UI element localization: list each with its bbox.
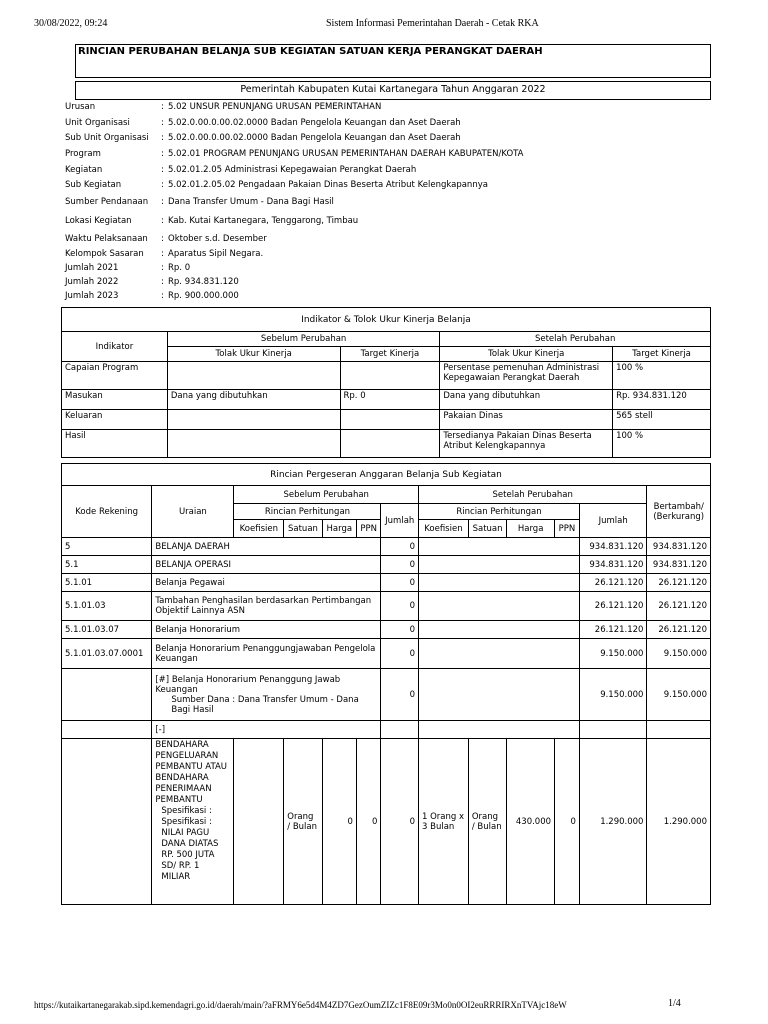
info-value: Aparatus Sipil Negara. [168, 249, 264, 259]
info-label: Jumlah 2022 [65, 277, 119, 287]
info-value: 5.02.01.2.05.02 Pengadaan Pakaian Dinas Beserta Atribut Kelengkapannya [168, 180, 488, 190]
selisih-cell: 26.121.120 [647, 574, 711, 592]
subgroup-row [62, 721, 711, 739]
before-satuan: Orang / Bulan [284, 739, 322, 905]
selisih-cell: 26.121.120 [647, 592, 711, 621]
info-value: 5.02.01.2.05 Administrasi Kepegawaian Perangkat Daerah [168, 165, 417, 175]
indikator-table [61, 307, 711, 458]
sebelum-header: Sebelum Perubahan [167, 332, 440, 347]
page-number: 1/4 [668, 998, 681, 1009]
indikator-name: Capaian Program [62, 362, 168, 390]
uraian-cell: BELANJA DAERAH [152, 538, 381, 556]
before-tolak: Dana yang dibutuhkan [167, 390, 340, 410]
after-target: 565 stell [613, 410, 711, 430]
table-row [62, 592, 711, 621]
group-sumber-dana: Sumber Dana : Dana Transfer Umum - Dana Bagi Hasil [171, 694, 359, 715]
after-target: 100 % [613, 430, 711, 458]
jumlah-after-cell: 9.150.000 [579, 669, 647, 721]
after-satuan: Orang / Bulan [468, 739, 506, 905]
info-value: 5.02.01 PROGRAM PENUNJANG URUSAN PEMERINTAHAN DAERAH KABUPATEN/KOTA [168, 149, 524, 159]
jumlah-after-cell: 9.150.000 [579, 639, 647, 669]
indikator-heading: Indikator & Tolok Ukur Kinerja Belanja [62, 308, 711, 332]
jumlah-after-cell: 26.121.120 [579, 592, 647, 621]
item-name: BENDAHARA PENGELUARAN PEMBANTU ATAU BENDAHARA PENERIMAAN PEMBANTU [155, 740, 228, 805]
jumlah-before-cell: 0 [381, 739, 419, 905]
item-uraian [152, 739, 234, 905]
koefisien-header: Koefisien [234, 520, 284, 538]
setelah-header: Setelah Perubahan [440, 332, 711, 347]
jumlah-after-cell: 934.831.120 [579, 538, 647, 556]
selisih-cell: 934.831.120 [647, 538, 711, 556]
jumlah-after-cell: 26.121.120 [579, 574, 647, 592]
harga-header: Harga [507, 520, 555, 538]
before-tolak [167, 410, 340, 430]
info-value: 5.02 UNSUR PENUNJANG URUSAN PEMERINTAHAN [168, 102, 382, 112]
info-value: 5.02.0.00.0.00.02.0000 Badan Pengelola Keuangan dan Aset Daerah [168, 118, 461, 128]
indikator-row [62, 390, 711, 410]
after-koefisien: 1 Orang x 3 Bulan [419, 739, 469, 905]
table-row [62, 639, 711, 669]
kode-cell: 5.1.01 [62, 574, 152, 592]
info-value: Kab. Kutai Kartanegara, Tenggarong, Timbau [168, 216, 359, 226]
after-tolak: Tersedianya Pakaian Dinas Beserta Atribut Kelengkapannya [440, 430, 613, 458]
item-row [62, 739, 711, 905]
after-target: Rp. 934.831.120 [613, 390, 711, 410]
tolak-header: Tolak Ukur Kinerja [440, 347, 613, 362]
document-title: RINCIAN PERUBAHAN BELANJA SUB KEGIATAN SATUAN KERJA PERANGKAT DAERAH [78, 46, 543, 57]
item-spesifikasi: Spesifikasi : Spesifikasi : NILAI PAGU DANA DIATAS RP. 500 JUTA SD/ RP. 1 MILIAR [161, 806, 219, 882]
kode-cell: 5.1.01.03.07 [62, 621, 152, 639]
jumlah-after-cell: 934.831.120 [579, 556, 647, 574]
group-title: [#] Belanja Honorarium Penanggung Jawab Keuangan [155, 674, 341, 695]
info-label: Sub Unit Organisasi [65, 133, 149, 143]
footer-url: https://kutaikartanegarakab.sipd.kemendagri.go.id/daerah/main/?aFRMY6e5d4M4ZD7GezOumZIZc1F8E09r3Mo0n0OI2euRRRIRXnTVAjc18eW [34, 1000, 567, 1010]
info-label: Urusan [65, 102, 96, 112]
before-tolak [167, 430, 340, 458]
after-tolak: Dana yang dibutuhkan [440, 390, 613, 410]
jumlah-before-cell: 0 [381, 574, 419, 592]
rincian-heading: Rincian Pergeseran Anggaran Belanja Sub Kegiatan [62, 464, 711, 486]
document-subtitle: Pemerintah Kabupaten Kutai Kartanegara Tahun Anggaran 2022 [75, 81, 711, 100]
jumlah-before-cell: 0 [381, 592, 419, 621]
uraian-cell: BELANJA OPERASI [152, 556, 381, 574]
info-label: Sumber Pendanaan [65, 197, 149, 207]
after-ppn: 0 [555, 739, 580, 905]
target-header: Target Kinerja [340, 347, 440, 362]
kode-header: Kode Rekening [62, 486, 152, 538]
jumlah-before-cell: 0 [381, 556, 419, 574]
kode-cell: 5.1.01.03 [62, 592, 152, 621]
rincian-perhitungan-header: Rincian Perhitungan [419, 504, 580, 520]
rincian-table [61, 463, 711, 905]
satuan-header: Satuan [284, 520, 322, 538]
after-tolak: Persentase pemenuhan Administrasi Kepegawaian Perangkat Daerah [440, 362, 613, 390]
indikator-row [62, 362, 711, 390]
after-harga: 430.000 [507, 739, 555, 905]
info-label: Unit Organisasi [65, 118, 130, 128]
jumlah-header: Jumlah [381, 504, 419, 538]
jumlah-header: Jumlah [579, 504, 647, 538]
indikator-name: Hasil [62, 430, 168, 458]
info-label: Jumlah 2023 [65, 291, 119, 301]
bertambah-header: Bertambah/ (Berkurang) [647, 486, 711, 538]
selisih-cell: 934.831.120 [647, 556, 711, 574]
jumlah-before-cell: 0 [381, 639, 419, 669]
subgroup-marker: [-] [152, 721, 381, 739]
uraian-cell: Belanja Pegawai [152, 574, 381, 592]
jumlah-after-cell: 26.121.120 [579, 621, 647, 639]
before-target [340, 430, 440, 458]
uraian-cell: Tambahan Penghasilan berdasarkan Pertimbangan Objektif Lainnya ASN [152, 592, 381, 621]
sebelum-header: Sebelum Perubahan [234, 486, 419, 504]
selisih-cell: 26.121.120 [647, 621, 711, 639]
info-label: Sub Kegiatan [65, 180, 122, 190]
rincian-perhitungan-header: Rincian Perhitungan [234, 504, 381, 520]
document-title-box [75, 44, 711, 78]
selisih-cell: 9.150.000 [647, 639, 711, 669]
print-date: 30/08/2022, 09:24 [34, 18, 108, 29]
indikator-row [62, 410, 711, 430]
jumlah-before-cell: 0 [381, 538, 419, 556]
before-target: Rp. 0 [340, 390, 440, 410]
jumlah-after-cell: 1.290.000 [579, 739, 647, 905]
uraian-cell: Belanja Honorarium [152, 621, 381, 639]
info-label: Lokasi Kegiatan [65, 216, 132, 226]
table-row [62, 538, 711, 556]
after-tolak: Pakaian Dinas [440, 410, 613, 430]
target-header: Target Kinerja [613, 347, 711, 362]
uraian-cell: Belanja Honorarium Penanggungjawaban Pengelola Keuangan [152, 639, 381, 669]
info-value: 5.02.0.00.0.00.02.0000 Badan Pengelola Keuangan dan Aset Daerah [168, 133, 461, 143]
setelah-header: Setelah Perubahan [419, 486, 647, 504]
group-row [62, 669, 711, 721]
selisih-cell: 1.290.000 [647, 739, 711, 905]
info-value: Rp. 934.831.120 [168, 277, 239, 287]
indikator-name: Masukan [62, 390, 168, 410]
harga-header: Harga [322, 520, 356, 538]
info-label: Waktu Pelaksanaan [65, 234, 148, 244]
info-label: Kelompok Sasaran [65, 249, 144, 259]
tolak-header: Tolak Ukur Kinerja [167, 347, 340, 362]
info-label: Program [65, 149, 101, 159]
kode-cell: 5 [62, 538, 152, 556]
ppn-header: PPN [555, 520, 580, 538]
table-row [62, 574, 711, 592]
jumlah-before-cell: 0 [381, 669, 419, 721]
after-target: 100 % [613, 362, 711, 390]
info-value: Rp. 0 [168, 263, 191, 273]
table-row [62, 556, 711, 574]
uraian-header: Uraian [152, 486, 234, 538]
ppn-header: PPN [356, 520, 381, 538]
satuan-header: Satuan [468, 520, 506, 538]
before-tolak [167, 362, 340, 390]
before-harga: 0 [322, 739, 356, 905]
kode-cell: 5.1 [62, 556, 152, 574]
indikator-col-header: Indikator [62, 332, 168, 362]
info-label: Jumlah 2021 [65, 263, 119, 273]
before-target [340, 362, 440, 390]
selisih-cell: 9.150.000 [647, 669, 711, 721]
before-target [340, 410, 440, 430]
table-row [62, 621, 711, 639]
koefisien-header: Koefisien [419, 520, 469, 538]
group-uraian [152, 669, 381, 721]
indikator-row [62, 430, 711, 458]
info-value: Oktober s.d. Desember [168, 234, 267, 244]
info-value: Dana Transfer Umum - Dana Bagi Hasil [168, 197, 334, 207]
jumlah-before-cell: 0 [381, 621, 419, 639]
kode-cell: 5.1.01.03.07.0001 [62, 639, 152, 669]
info-value: Rp. 900.000.000 [168, 291, 239, 301]
print-header-title: Sistem Informasi Pemerintahan Daerah - Cetak RKA [326, 18, 539, 29]
before-ppn: 0 [356, 739, 381, 905]
info-label: Kegiatan [65, 165, 103, 175]
indikator-name: Keluaran [62, 410, 168, 430]
